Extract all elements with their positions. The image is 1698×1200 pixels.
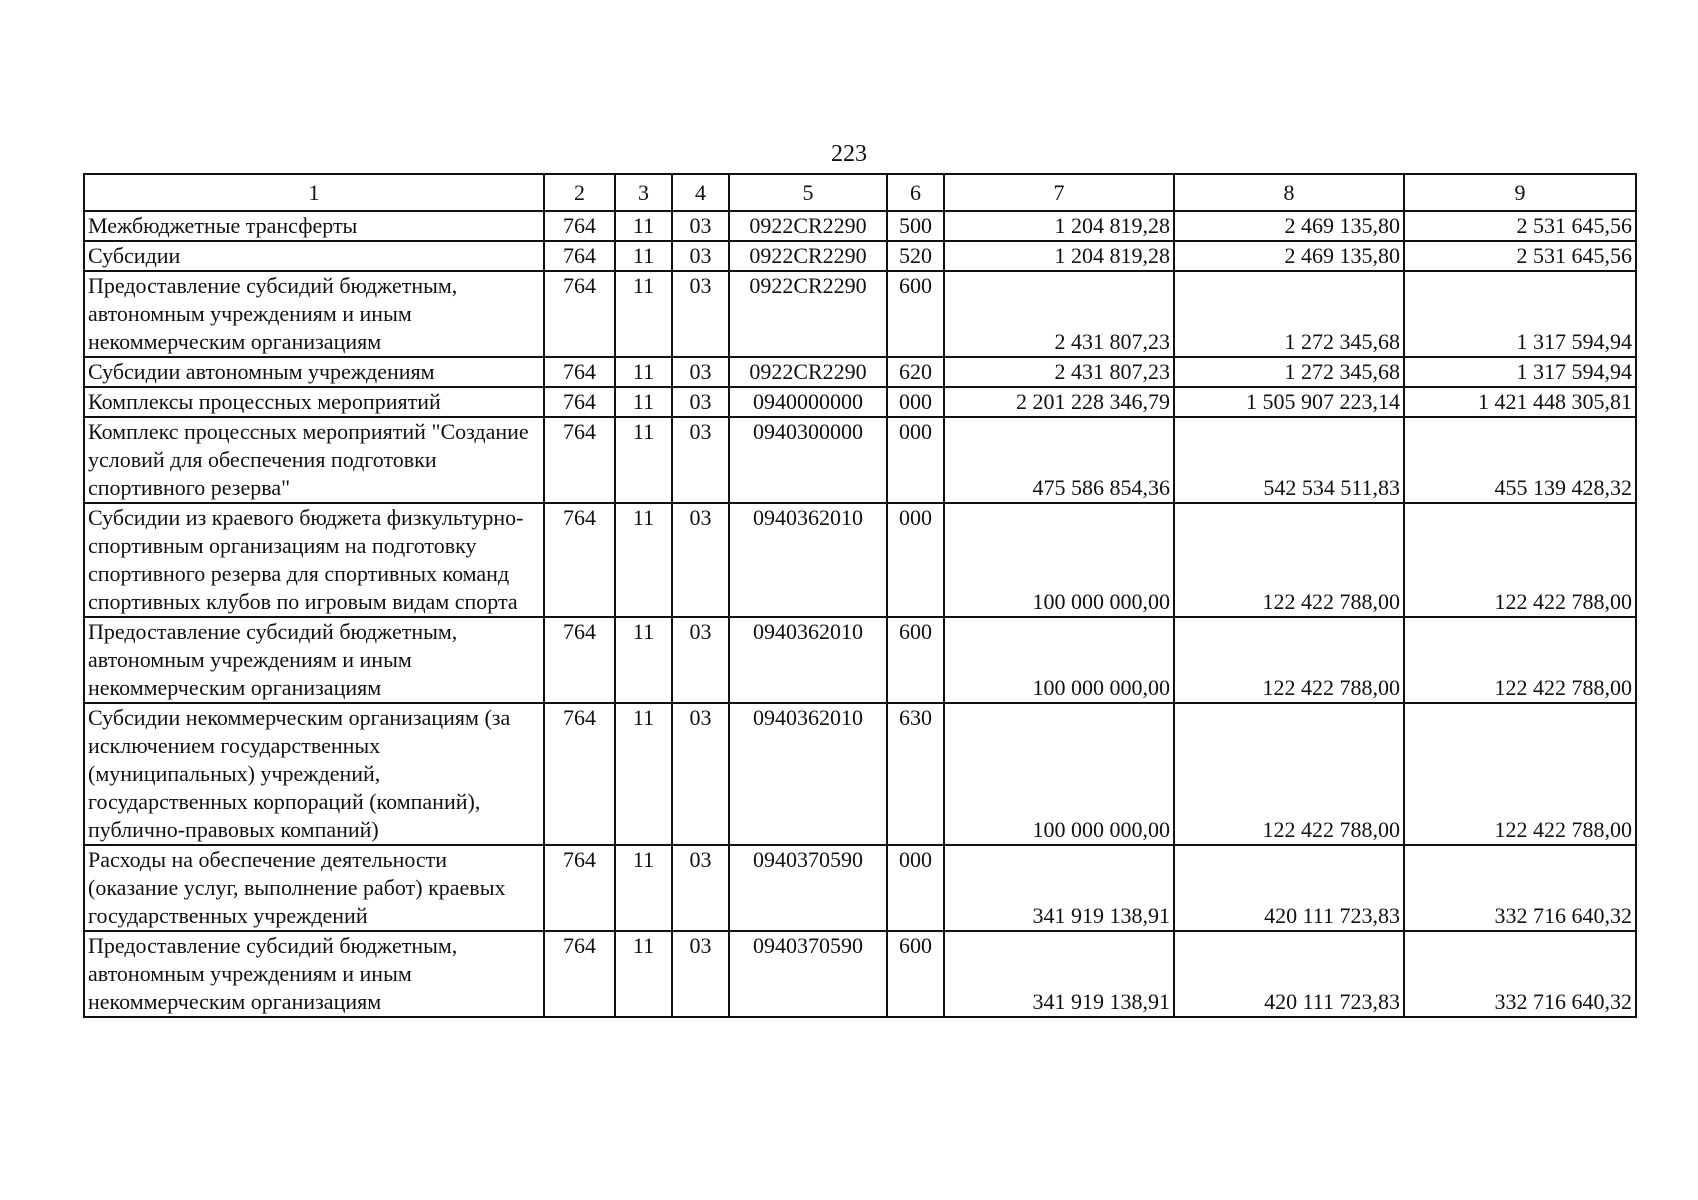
expense-type-cell: 520 xyxy=(887,241,944,271)
target-article-cell: 0940362010 xyxy=(729,703,887,845)
ministry-code-cell: 764 xyxy=(544,503,615,617)
target-article-cell: 0940300000 xyxy=(729,417,887,503)
section-code-cell: 11 xyxy=(615,211,672,241)
row-name-cell: Комплекс процессных мероприятий "Создание условий для обеспечения подготовки спортивного резерва" xyxy=(84,417,544,503)
ministry-code-cell: 764 xyxy=(544,357,615,387)
amount-year3-cell: 2 531 645,56 xyxy=(1404,241,1636,271)
table-row xyxy=(84,271,1636,357)
row-name-cell: Предоставление субсидий бюджетным, автономным учреждениям и иным некоммерческим организациям xyxy=(84,931,544,1017)
ministry-code-cell: 764 xyxy=(544,417,615,503)
amount-year3-cell: 1 421 448 305,81 xyxy=(1404,387,1636,417)
row-name-cell: Межбюджетные трансферты xyxy=(84,211,544,241)
amount-year1-cell: 341 919 138,91 xyxy=(944,845,1174,931)
section-code-cell: 11 xyxy=(615,387,672,417)
amount-year1-cell: 100 000 000,00 xyxy=(944,503,1174,617)
ministry-code-cell: 764 xyxy=(544,703,615,845)
header-row xyxy=(84,174,1636,211)
table-body xyxy=(84,211,1636,1017)
amount-year2-cell: 542 534 511,83 xyxy=(1174,417,1404,503)
column-header: 5 xyxy=(729,174,887,211)
expense-type-cell: 620 xyxy=(887,357,944,387)
target-article-cell: 0940000000 xyxy=(729,387,887,417)
amount-year1-cell: 475 586 854,36 xyxy=(944,417,1174,503)
amount-year1-cell: 2 431 807,23 xyxy=(944,357,1174,387)
amount-year3-cell: 455 139 428,32 xyxy=(1404,417,1636,503)
amount-year3-cell: 1 317 594,94 xyxy=(1404,271,1636,357)
table-row xyxy=(84,357,1636,387)
ministry-code-cell: 764 xyxy=(544,845,615,931)
subsection-code-cell: 03 xyxy=(672,271,729,357)
column-header: 4 xyxy=(672,174,729,211)
expense-type-cell: 000 xyxy=(887,845,944,931)
expense-type-cell: 630 xyxy=(887,703,944,845)
expense-type-cell: 000 xyxy=(887,503,944,617)
subsection-code-cell: 03 xyxy=(672,241,729,271)
subsection-code-cell: 03 xyxy=(672,387,729,417)
column-header: 9 xyxy=(1404,174,1636,211)
table-row xyxy=(84,931,1636,1017)
table-row xyxy=(84,845,1636,931)
amount-year1-cell: 100 000 000,00 xyxy=(944,703,1174,845)
amount-year1-cell: 1 204 819,28 xyxy=(944,241,1174,271)
amount-year1-cell: 2 431 807,23 xyxy=(944,271,1174,357)
subsection-code-cell: 03 xyxy=(672,617,729,703)
target-article-cell: 0922CR2290 xyxy=(729,357,887,387)
row-name-cell: Субсидии автономным учреждениям xyxy=(84,357,544,387)
amount-year3-cell: 2 531 645,56 xyxy=(1404,211,1636,241)
target-article-cell: 0940362010 xyxy=(729,503,887,617)
expense-type-cell: 600 xyxy=(887,617,944,703)
table-row xyxy=(84,417,1636,503)
budget-table xyxy=(83,173,1637,1018)
section-code-cell: 11 xyxy=(615,271,672,357)
expense-type-cell: 000 xyxy=(887,387,944,417)
amount-year2-cell: 420 111 723,83 xyxy=(1174,845,1404,931)
ministry-code-cell: 764 xyxy=(544,271,615,357)
table-row xyxy=(84,241,1636,271)
amount-year2-cell: 1 272 345,68 xyxy=(1174,357,1404,387)
subsection-code-cell: 03 xyxy=(672,931,729,1017)
section-code-cell: 11 xyxy=(615,617,672,703)
row-name-cell: Субсидии xyxy=(84,241,544,271)
target-article-cell: 0922CR2290 xyxy=(729,241,887,271)
ministry-code-cell: 764 xyxy=(544,617,615,703)
amount-year2-cell: 1 272 345,68 xyxy=(1174,271,1404,357)
table-row xyxy=(84,503,1636,617)
amount-year3-cell: 332 716 640,32 xyxy=(1404,931,1636,1017)
section-code-cell: 11 xyxy=(615,503,672,617)
section-code-cell: 11 xyxy=(615,357,672,387)
subsection-code-cell: 03 xyxy=(672,417,729,503)
amount-year3-cell: 332 716 640,32 xyxy=(1404,845,1636,931)
amount-year1-cell: 1 204 819,28 xyxy=(944,211,1174,241)
amount-year2-cell: 2 469 135,80 xyxy=(1174,211,1404,241)
table-row xyxy=(84,703,1636,845)
table-row xyxy=(84,387,1636,417)
target-article-cell: 0922CR2290 xyxy=(729,271,887,357)
column-header: 7 xyxy=(944,174,1174,211)
page-number: 223 xyxy=(831,141,867,167)
column-header: 3 xyxy=(615,174,672,211)
expense-type-cell: 600 xyxy=(887,271,944,357)
ministry-code-cell: 764 xyxy=(544,931,615,1017)
ministry-code-cell: 764 xyxy=(544,387,615,417)
target-article-cell: 0940362010 xyxy=(729,617,887,703)
target-article-cell: 0940370590 xyxy=(729,931,887,1017)
row-name-cell: Комплексы процессных мероприятий xyxy=(84,387,544,417)
column-header: 8 xyxy=(1174,174,1404,211)
target-article-cell: 0922CR2290 xyxy=(729,211,887,241)
ministry-code-cell: 764 xyxy=(544,241,615,271)
section-code-cell: 11 xyxy=(615,241,672,271)
subsection-code-cell: 03 xyxy=(672,503,729,617)
target-article-cell: 0940370590 xyxy=(729,845,887,931)
amount-year3-cell: 122 422 788,00 xyxy=(1404,503,1636,617)
amount-year3-cell: 1 317 594,94 xyxy=(1404,357,1636,387)
column-header: 1 xyxy=(84,174,544,211)
amount-year2-cell: 122 422 788,00 xyxy=(1174,703,1404,845)
amount-year2-cell: 420 111 723,83 xyxy=(1174,931,1404,1017)
amount-year1-cell: 341 919 138,91 xyxy=(944,931,1174,1017)
amount-year1-cell: 2 201 228 346,79 xyxy=(944,387,1174,417)
row-name-cell: Субсидии некоммерческим организациям (за исключением государственных (муниципальных) учреждений, государственных корпораций (компаний), публично-правовых компаний) xyxy=(84,703,544,845)
section-code-cell: 11 xyxy=(615,703,672,845)
section-code-cell: 11 xyxy=(615,845,672,931)
row-name-cell: Субсидии из краевого бюджета физкультурно-спортивным организациям на подготовку спортивного резерва для спортивных команд спортивных клубов по игровым видам спорта xyxy=(84,503,544,617)
subsection-code-cell: 03 xyxy=(672,703,729,845)
column-header: 6 xyxy=(887,174,944,211)
amount-year3-cell: 122 422 788,00 xyxy=(1404,617,1636,703)
row-name-cell: Предоставление субсидий бюджетным, автономным учреждениям и иным некоммерческим организациям xyxy=(84,271,544,357)
amount-year2-cell: 122 422 788,00 xyxy=(1174,617,1404,703)
section-code-cell: 11 xyxy=(615,417,672,503)
amount-year2-cell: 2 469 135,80 xyxy=(1174,241,1404,271)
amount-year1-cell: 100 000 000,00 xyxy=(944,617,1174,703)
table-row xyxy=(84,617,1636,703)
amount-year3-cell: 122 422 788,00 xyxy=(1404,703,1636,845)
amount-year2-cell: 122 422 788,00 xyxy=(1174,503,1404,617)
table-row xyxy=(84,211,1636,241)
expense-type-cell: 000 xyxy=(887,417,944,503)
expense-type-cell: 600 xyxy=(887,931,944,1017)
subsection-code-cell: 03 xyxy=(672,211,729,241)
column-header: 2 xyxy=(544,174,615,211)
row-name-cell: Расходы на обеспечение деятельности (оказание услуг, выполнение работ) краевых государственных учреждений xyxy=(84,845,544,931)
amount-year2-cell: 1 505 907 223,14 xyxy=(1174,387,1404,417)
row-name-cell: Предоставление субсидий бюджетным, автономным учреждениям и иным некоммерческим организациям xyxy=(84,617,544,703)
subsection-code-cell: 03 xyxy=(672,845,729,931)
ministry-code-cell: 764 xyxy=(544,211,615,241)
expense-type-cell: 500 xyxy=(887,211,944,241)
section-code-cell: 11 xyxy=(615,931,672,1017)
subsection-code-cell: 03 xyxy=(672,357,729,387)
